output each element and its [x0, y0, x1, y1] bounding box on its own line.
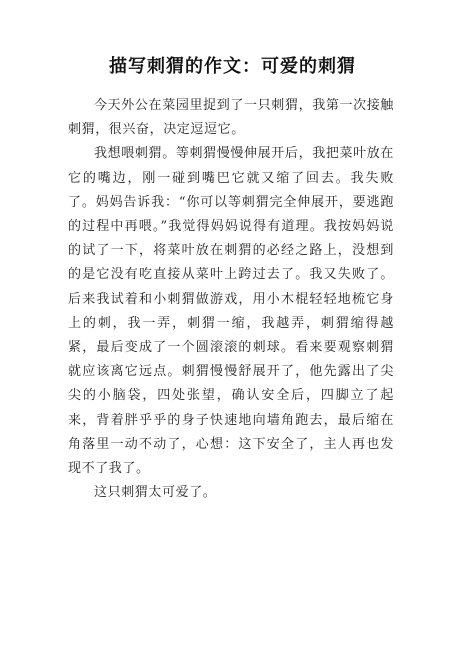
paragraph-conclusion: 这只刺猬太可爱了。: [94, 485, 217, 501]
document-body: [68, 94, 394, 505]
paragraph-intro: 今天外公在菜园里捉到了一只刺猬，我第一次接触刺猬，很兴奋，决定逗逗它。: [68, 98, 394, 138]
paragraph-main: 我想喂刺猬。等刺猬慢慢伸展开后，我把菜叶放在它的嘴边，刚一碰到嘴巴它就又缩了回去。我失败了。妈妈告诉我：“你可以等刺猬完全伸展开，要逃跑的过程中再喂。”我觉得妈妈说得有道理。我按妈妈说的试了一下，将菜叶放在刺猬的必经之路上，没想到的是它没有吃直接从菜叶上跨过去了。我又失败了。后来我试着和小刺猬做游戏，用小木棍轻轻地梳它身上的刺，我一弄，刺猬一缩，我越弄，刺猬缩得越紧，最后变成了一个圆滚滚的刺球。看来要观察刺猬就应该离它远点。刺猬慢慢舒展开了，他先露出了尖尖的小脑袋，四处张望，确认安全后，四脚立了起来，背着胖乎乎的身子快速地向墙角跑去，最后缩在角落里一动不动了，心想：这下安全了，主人再也发现不了我了。: [68, 146, 394, 477]
document-title: 描写刺猬的作文：可爱的刺猬: [109, 56, 356, 77]
